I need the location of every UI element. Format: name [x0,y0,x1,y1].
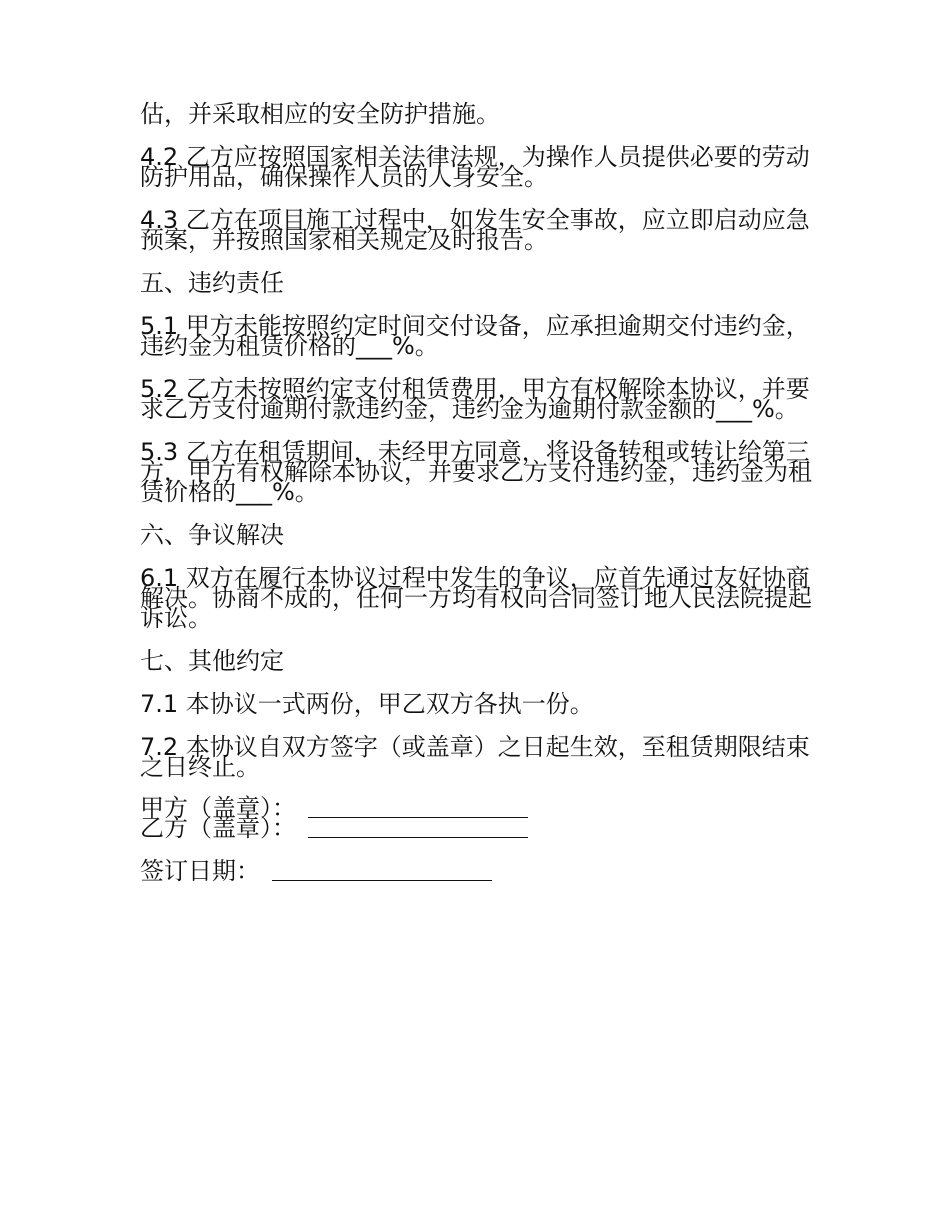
party-b-signature-line [140,814,812,842]
signature-block [140,794,812,842]
paragraph-7-1: 7.1 本协议一式两份，甲乙双方各执一份。 [140,690,594,718]
section-heading-5: 五、违约责任 [140,269,284,297]
paragraph-7-2: 7.2 本协议自双方签字（或盖章）之日起生效，至租赁期限结束之日终止。 [140,733,810,781]
paragraph-4-1-tail: 估，并采取相应的安全防护措施。 [140,100,500,128]
party-b-label: 乙方（盖章）： [140,814,296,842]
section-heading-7: 七、其他约定 [140,647,284,675]
party-b-blank[interactable] [308,819,528,838]
party-a-blank[interactable] [308,799,528,818]
paragraph-4-3: 4.3 乙方在项目施工过程中，如发生安全事故，应立即启动应急预案，并按照国家相关规定及时报告。 [140,206,810,254]
document-page [140,100,812,885]
signing-date-line [140,857,812,885]
paragraph-5-2: 5.2 乙方未按照约定支付租赁费用，甲方有权解除本协议，并要求乙方支付逾期付款违约金，违约金为逾期付款金额的___%。 [140,375,810,423]
paragraph-5-1: 5.1 甲方未能按照约定时间交付设备，应承担逾期交付违约金，违约金为租赁价格的___%。 [140,312,810,360]
paragraph-6-1: 6.1 双方在履行本协议过程中发生的争议，应首先通过友好协商解决。协商不成的，任何一方均有权向合同签订地人民法院提起诉讼。 [140,564,812,632]
paragraph-5-3: 5.3 乙方在租赁期间，未经甲方同意，将设备转租或转让给第三方，甲方有权解除本协议，并要求乙方支付违约金，违约金为租赁价格的___%。 [140,438,812,506]
signing-date-blank[interactable] [272,862,492,881]
section-heading-6: 六、争议解决 [140,521,284,549]
paragraph-4-2: 4.2 乙方应按照国家相关法律法规，为操作人员提供必要的劳动防护用品，确保操作人员的人身安全。 [140,143,810,191]
signing-date-label: 签订日期： [140,857,260,885]
party-a-label: 甲方（盖章）： [140,794,296,822]
